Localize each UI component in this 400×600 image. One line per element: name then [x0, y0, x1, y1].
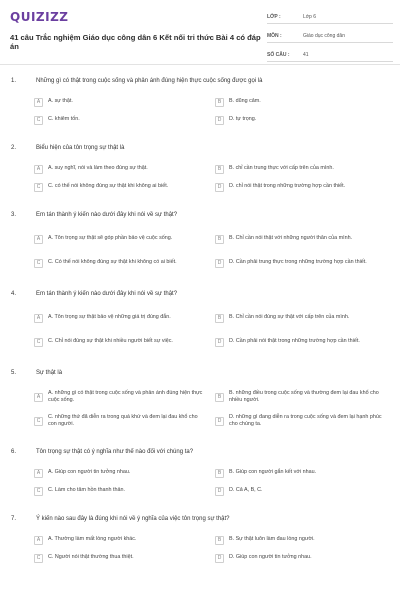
option-text: B. dũng cảm.	[229, 98, 261, 105]
option-text: A. suy nghĩ, nói và làm theo đúng sự thật.	[48, 165, 148, 172]
question-7	[0, 516, 400, 564]
question-4	[0, 291, 400, 351]
option-letter-box: C	[34, 183, 43, 192]
question-text: Em tán thành ý kiến nào dưới đây khi nói về sự thật?	[36, 291, 178, 297]
option-letter-box: D	[215, 487, 224, 496]
option-letter-box: A	[34, 393, 43, 402]
answer-options	[0, 96, 400, 126]
answer-option-d[interactable]	[215, 485, 385, 497]
option-text: D. Cần phải trung thực trong những trường hợp cần thiết.	[229, 259, 367, 266]
answer-option-d[interactable]	[215, 412, 385, 430]
answer-option-c[interactable]	[34, 552, 204, 564]
question-text: Tôn trọng sự thật có ý nghĩa như thế nào đối với chúng ta?	[36, 449, 194, 455]
option-text: A. Giúp con người tin tưởng nhau.	[48, 469, 131, 476]
option-text: C. Làm cho tâm hồn thanh thản.	[48, 487, 126, 494]
question-header	[0, 145, 400, 157]
option-letter-box: D	[215, 554, 224, 563]
option-text: C. Người nói thật thường thua thiệt.	[48, 554, 134, 561]
option-letter-box: A	[34, 165, 43, 174]
option-text: D. Cần phải nói thật trong những trường hợp cần thiết.	[229, 338, 360, 345]
option-text: A. Thường làm mất lòng người khác.	[48, 536, 137, 543]
answer-option-a[interactable]	[34, 388, 204, 406]
answer-option-a[interactable]	[34, 534, 204, 546]
answer-option-b[interactable]	[215, 388, 385, 406]
option-letter-box: B	[215, 98, 224, 107]
answer-option-a[interactable]	[34, 96, 204, 108]
question-header	[0, 370, 400, 382]
meta-value-class: Lớp 6	[303, 13, 317, 20]
option-text: C. Chỉ nói đúng sự thật khi nhiều người biết sự việc.	[48, 338, 173, 345]
question-3	[0, 212, 400, 272]
question-number: 6.	[11, 449, 17, 455]
option-letter-box: B	[215, 235, 224, 244]
option-text: C. khiêm tốn.	[48, 116, 80, 123]
question-number: 2.	[11, 145, 17, 151]
option-letter-box: C	[34, 417, 43, 426]
question-number: 7.	[11, 516, 17, 522]
option-letter-box: B	[215, 314, 224, 323]
answer-option-d[interactable]	[215, 254, 385, 272]
question-header	[0, 78, 400, 90]
answer-option-a[interactable]	[34, 163, 204, 175]
meta-row-class	[267, 10, 393, 24]
answer-option-a[interactable]	[34, 467, 204, 479]
option-text: A. những gì có thật trong cuộc sống và phản ánh đúng hiện thực cuộc sống.	[48, 389, 203, 403]
option-letter-box: D	[215, 116, 224, 125]
answer-option-c[interactable]	[34, 114, 204, 126]
option-letter-box: A	[34, 235, 43, 244]
question-number: 1.	[11, 78, 17, 84]
option-letter-box: D	[215, 259, 224, 268]
option-text: D. tự trọng.	[229, 116, 257, 123]
option-text: B. Sự thật luôn làm đau lòng người.	[229, 536, 315, 543]
question-header	[0, 291, 400, 303]
option-text: A. sự thật.	[48, 98, 73, 105]
worksheet-header	[0, 0, 400, 62]
answer-option-b[interactable]	[215, 96, 385, 108]
meta-value-subject: Giáo dục công dân	[303, 32, 345, 39]
answer-option-b[interactable]	[215, 163, 385, 175]
answer-option-d[interactable]	[215, 333, 385, 351]
question-text: Biểu hiện của tôn trọng sự thật là	[36, 145, 125, 151]
option-text: A. Tôn trọng sự thật bảo vệ những giá trị đúng đắn.	[48, 314, 171, 321]
answer-option-a[interactable]	[34, 309, 204, 327]
answer-option-d[interactable]	[215, 181, 385, 193]
question-header	[0, 212, 400, 224]
answer-option-b[interactable]	[215, 534, 385, 546]
worksheet-meta	[267, 10, 393, 67]
meta-label-count: SỐ CÂU :	[267, 51, 290, 58]
quizizz-logo: QUIZIZZ	[10, 10, 69, 24]
option-letter-box: C	[34, 338, 43, 347]
question-2	[0, 145, 400, 193]
option-letter-box: A	[34, 98, 43, 107]
option-letter-box: B	[215, 165, 224, 174]
meta-row-subject	[267, 29, 393, 43]
answer-option-d[interactable]	[215, 114, 385, 126]
question-5	[0, 370, 400, 430]
option-letter-box: A	[34, 536, 43, 545]
header-divider	[0, 64, 400, 65]
answer-options	[0, 388, 400, 430]
answer-options	[0, 163, 400, 193]
question-number: 3.	[11, 212, 17, 218]
question-number: 5.	[11, 370, 17, 376]
answer-option-b[interactable]	[215, 309, 385, 327]
meta-value-count: 41	[303, 51, 309, 58]
option-letter-box: B	[215, 469, 224, 478]
meta-label-subject: MÔN :	[267, 32, 282, 39]
option-text: B. chỉ cần trung thực với cấp trên của mình.	[229, 165, 334, 172]
answer-option-c[interactable]	[34, 333, 204, 351]
option-text: B. những điều trong cuộc sống và thường đem lại đau khổ cho nhiều người.	[229, 389, 379, 403]
option-text: B. Chỉ cần nói thật với những người thân của mình.	[229, 235, 353, 242]
option-text: C. Có thể nói không đúng sự thật khi không có ai biết.	[48, 259, 177, 266]
option-letter-box: D	[215, 183, 224, 192]
option-letter-box: D	[215, 417, 224, 426]
answer-option-c[interactable]	[34, 412, 204, 430]
question-6	[0, 449, 400, 497]
answer-options	[0, 309, 400, 351]
answer-options	[0, 230, 400, 272]
question-text: Em tán thành ý kiến nào dưới đây khi nói về sự thật?	[36, 212, 178, 218]
question-text: Những gì có thật trong cuộc sống và phản ánh đúng hiện thực cuộc sống được gọi là	[36, 78, 263, 84]
answer-options	[0, 534, 400, 564]
answer-option-b[interactable]	[215, 230, 385, 248]
answer-option-d[interactable]	[215, 552, 385, 564]
option-text: D. Giúp con người tin tưởng nhau.	[229, 554, 312, 561]
option-text: B. Giúp con người gắn kết với nhau.	[229, 469, 317, 476]
option-text: D. chỉ nói thật trong những trường hợp cần thiết.	[229, 183, 346, 190]
option-text: C. những thứ đã diễn ra trong quá khứ và đem lại đau khổ cho con người.	[48, 413, 198, 427]
option-letter-box: C	[34, 116, 43, 125]
answer-option-c[interactable]	[34, 485, 204, 497]
option-text: A. Tôn trọng sự thật sẽ góp phần bảo vệ cuộc sống.	[48, 235, 173, 242]
option-text: B. Chỉ cần nói đúng sự thật với cấp trên của mình.	[229, 314, 350, 321]
question-1	[0, 78, 400, 126]
option-text: D. Cả A, B, C.	[229, 487, 263, 494]
option-text: C. có thể nói không đúng sự thật khi không ai biết.	[48, 183, 169, 190]
option-letter-box: D	[215, 338, 224, 347]
option-letter-box: C	[34, 487, 43, 496]
meta-label-class: LỚP :	[267, 13, 281, 20]
answer-option-c[interactable]	[34, 254, 204, 272]
option-text: D. những gì đang diễn ra trong cuộc sống và đem lại hạnh phúc cho chúng ta.	[229, 413, 382, 427]
question-header	[0, 449, 400, 461]
answer-options	[0, 467, 400, 497]
answer-option-b[interactable]	[215, 467, 385, 479]
question-header	[0, 516, 400, 528]
option-letter-box: A	[34, 469, 43, 478]
question-text: Ý kiến nào sau đây là đúng khi nói về ý nghĩa của việc tôn trọng sự thật?	[36, 516, 230, 522]
option-letter-box: A	[34, 314, 43, 323]
option-letter-box: B	[215, 393, 224, 402]
question-number: 4.	[11, 291, 17, 297]
question-text: Sự thật là	[36, 370, 63, 376]
answer-option-a[interactable]	[34, 230, 204, 248]
option-letter-box: C	[34, 554, 43, 563]
meta-row-count	[267, 48, 393, 62]
question-list	[0, 78, 400, 583]
option-letter-box: B	[215, 536, 224, 545]
answer-option-c[interactable]	[34, 181, 204, 193]
option-letter-box: C	[34, 259, 43, 268]
worksheet-title: 41 câu Trắc nghiệm Giáo dục công dân 6 Kết nối tri thức Bài 4 có đáp án	[10, 33, 261, 51]
